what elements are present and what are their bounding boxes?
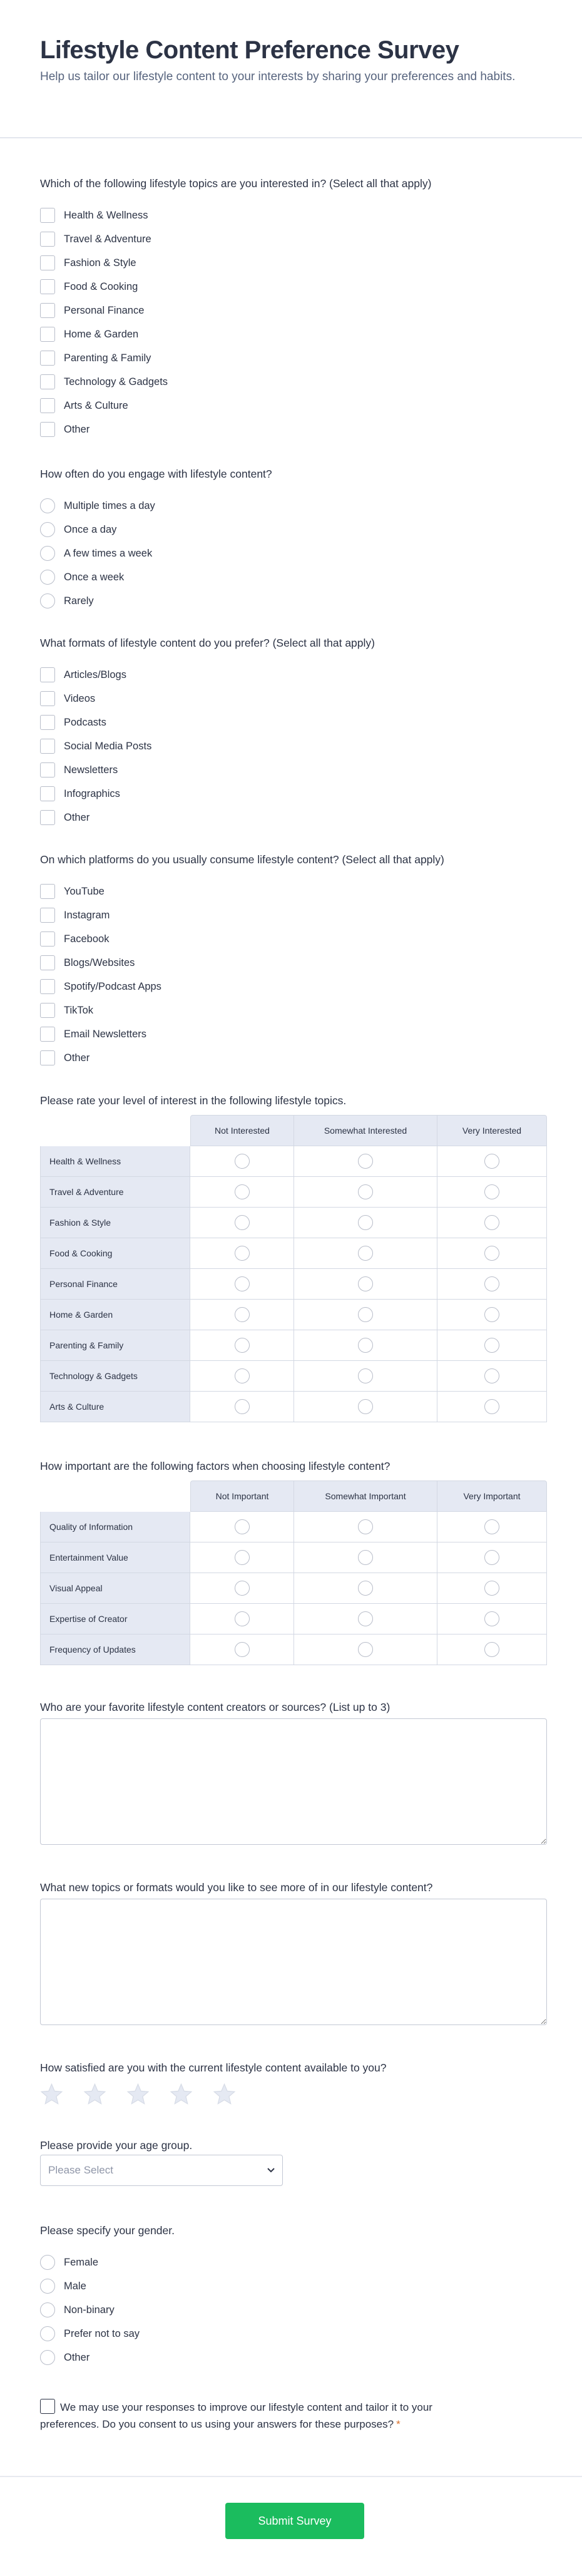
option-label: Email Newsletters bbox=[64, 1028, 147, 1040]
option-label: Other bbox=[64, 1052, 90, 1064]
matrix-row-label: Home & Garden bbox=[40, 1300, 190, 1330]
question-formats bbox=[40, 635, 547, 829]
option-label: YouTube bbox=[64, 885, 105, 897]
question-favorite-creators bbox=[40, 1699, 547, 1845]
option-label: Blogs/Websites bbox=[64, 957, 135, 968]
matrix-row-label: Parenting & Family bbox=[40, 1330, 190, 1361]
matrix-radio-button[interactable] bbox=[484, 1338, 499, 1353]
matrix-row bbox=[40, 1361, 547, 1392]
checkbox[interactable] bbox=[40, 422, 55, 437]
checkbox-option[interactable] bbox=[40, 711, 547, 734]
option-label: Infographics bbox=[64, 788, 120, 799]
matrix-radio-button[interactable] bbox=[235, 1276, 250, 1291]
matrix-radio-button[interactable] bbox=[484, 1519, 499, 1534]
matrix-radio-button[interactable] bbox=[484, 1642, 499, 1657]
matrix-cell bbox=[437, 1269, 547, 1300]
matrix-radio-button[interactable] bbox=[484, 1184, 499, 1199]
matrix-cell bbox=[294, 1634, 437, 1665]
checkbox-option[interactable] bbox=[40, 394, 547, 418]
checkbox[interactable] bbox=[40, 715, 55, 730]
page-subtitle: Help us tailor our lifestyle content to your interests by sharing your preferences and habits. bbox=[40, 70, 516, 83]
option-label: Rarely bbox=[64, 595, 94, 607]
checkbox-option[interactable] bbox=[40, 951, 547, 975]
consent-checkbox[interactable] bbox=[40, 2399, 55, 2414]
matrix-cell bbox=[437, 1146, 547, 1177]
matrix-cell bbox=[437, 1604, 547, 1634]
matrix-cell bbox=[294, 1146, 437, 1177]
option-label: Home & Garden bbox=[64, 328, 139, 340]
divider bbox=[0, 2476, 582, 2477]
option-label: Other bbox=[64, 2351, 90, 2363]
option-label: Female bbox=[64, 2256, 99, 2268]
question-satisfaction bbox=[40, 2060, 547, 2106]
matrix-radio-button[interactable] bbox=[358, 1246, 373, 1261]
checkbox-option[interactable] bbox=[40, 806, 547, 829]
consent-field bbox=[40, 2399, 491, 2433]
matrix-radio-button[interactable] bbox=[358, 1519, 373, 1534]
checkbox[interactable] bbox=[40, 208, 55, 223]
matrix-row-label: Fashion & Style bbox=[40, 1208, 190, 1238]
matrix-radio-button[interactable] bbox=[358, 1215, 373, 1230]
matrix-row bbox=[40, 1573, 547, 1604]
required-mark: * bbox=[396, 2418, 401, 2430]
matrix-radio-button[interactable] bbox=[235, 1399, 250, 1414]
matrix-cell bbox=[294, 1392, 437, 1422]
radio-button[interactable] bbox=[40, 593, 55, 608]
matrix-cell bbox=[294, 1238, 437, 1269]
matrix-cell bbox=[437, 1392, 547, 1422]
radio-option[interactable] bbox=[40, 589, 547, 613]
matrix-cell bbox=[437, 1300, 547, 1330]
matrix-row-label: Frequency of Updates bbox=[40, 1634, 190, 1665]
checkbox[interactable] bbox=[40, 955, 55, 970]
question-label: Please rate your level of interest in the following lifestyle topics. bbox=[40, 1094, 347, 1107]
option-label: Other bbox=[64, 811, 90, 823]
matrix-radio-button[interactable] bbox=[484, 1276, 499, 1291]
matrix-row bbox=[40, 1604, 547, 1634]
checkbox-option[interactable] bbox=[40, 346, 547, 370]
matrix-cell bbox=[190, 1361, 294, 1392]
matrix-cell bbox=[190, 1330, 294, 1361]
radio-button[interactable] bbox=[40, 498, 55, 513]
option-label: Parenting & Family bbox=[64, 352, 151, 364]
matrix-column-header: Very Interested bbox=[437, 1115, 547, 1146]
checkbox[interactable] bbox=[40, 667, 55, 682]
matrix-row-label: Quality of Information bbox=[40, 1512, 190, 1542]
checkbox-option[interactable] bbox=[40, 734, 547, 758]
checkbox-option[interactable] bbox=[40, 418, 547, 441]
matrix-radio-button[interactable] bbox=[358, 1550, 373, 1565]
matrix-corner bbox=[40, 1480, 190, 1512]
matrix-radio-button[interactable] bbox=[235, 1246, 250, 1261]
checkbox[interactable] bbox=[40, 786, 55, 801]
matrix-cell bbox=[437, 1208, 547, 1238]
matrix-row bbox=[40, 1392, 547, 1422]
matrix-row-label: Expertise of Creator bbox=[40, 1604, 190, 1634]
matrix-radio-button[interactable] bbox=[358, 1307, 373, 1322]
matrix-row bbox=[40, 1177, 547, 1208]
checkbox[interactable] bbox=[40, 303, 55, 318]
matrix-cell bbox=[190, 1512, 294, 1542]
new-topics-textarea[interactable] bbox=[40, 1899, 547, 2025]
matrix-row-label: Entertainment Value bbox=[40, 1542, 190, 1573]
matrix-cell bbox=[437, 1238, 547, 1269]
star-icon[interactable] bbox=[126, 2083, 150, 2106]
matrix-column-header: Very Important bbox=[437, 1480, 547, 1512]
checkbox-option[interactable] bbox=[40, 203, 547, 227]
checkbox[interactable] bbox=[40, 374, 55, 389]
radio-option[interactable] bbox=[40, 494, 547, 518]
radio-option[interactable] bbox=[40, 2298, 547, 2322]
question-label: How important are the following factors when choosing lifestyle content? bbox=[40, 1460, 391, 1472]
matrix-radio-button[interactable] bbox=[358, 1368, 373, 1383]
radio-option[interactable] bbox=[40, 2274, 547, 2298]
checkbox[interactable] bbox=[40, 810, 55, 825]
option-label: Travel & Adventure bbox=[64, 233, 151, 245]
checkbox-option[interactable] bbox=[40, 1022, 547, 1046]
matrix-cell bbox=[437, 1330, 547, 1361]
matrix-radio-button[interactable] bbox=[235, 1642, 250, 1657]
radio-button[interactable] bbox=[40, 570, 55, 585]
matrix-radio-button[interactable] bbox=[484, 1399, 499, 1414]
matrix-column-header: Somewhat Interested bbox=[294, 1115, 437, 1146]
matrix-importance bbox=[40, 1458, 547, 1665]
option-label: Male bbox=[64, 2280, 86, 2292]
checkbox-option[interactable] bbox=[40, 903, 547, 927]
checkbox-option[interactable] bbox=[40, 275, 547, 299]
option-label: Fashion & Style bbox=[64, 257, 136, 269]
option-label: Arts & Culture bbox=[64, 399, 128, 411]
matrix-row bbox=[40, 1208, 547, 1238]
matrix-radio-button[interactable] bbox=[484, 1154, 499, 1169]
question-gender bbox=[40, 2222, 547, 2369]
checkbox-option[interactable] bbox=[40, 758, 547, 782]
matrix-cell bbox=[294, 1177, 437, 1208]
matrix-radio-button[interactable] bbox=[484, 1550, 499, 1565]
checkbox[interactable] bbox=[40, 931, 55, 947]
matrix-cell bbox=[190, 1542, 294, 1573]
submit-button[interactable]: Submit Survey bbox=[225, 2503, 364, 2539]
matrix-row-label: Visual Appeal bbox=[40, 1573, 190, 1604]
option-label: Other bbox=[64, 423, 90, 435]
radio-option[interactable] bbox=[40, 565, 547, 589]
question-frequency bbox=[40, 466, 547, 613]
matrix-radio-button[interactable] bbox=[235, 1215, 250, 1230]
matrix-cell bbox=[190, 1208, 294, 1238]
matrix-row-label: Health & Wellness bbox=[40, 1146, 190, 1177]
checkbox-option[interactable] bbox=[40, 975, 547, 998]
checkbox-option[interactable] bbox=[40, 251, 547, 275]
matrix-cell bbox=[437, 1573, 547, 1604]
radio-button[interactable] bbox=[40, 2326, 55, 2341]
matrix-row-label: Personal Finance bbox=[40, 1269, 190, 1300]
matrix-cell bbox=[294, 1300, 437, 1330]
matrix-row bbox=[40, 1238, 547, 1269]
checkbox[interactable] bbox=[40, 255, 55, 270]
matrix-radio-button[interactable] bbox=[358, 1154, 373, 1169]
matrix-cell bbox=[190, 1177, 294, 1208]
checkbox[interactable] bbox=[40, 1003, 55, 1018]
matrix-cell bbox=[190, 1269, 294, 1300]
matrix-cell bbox=[190, 1634, 294, 1665]
option-label: Articles/Blogs bbox=[64, 669, 126, 680]
matrix-column-header: Somewhat Important bbox=[294, 1480, 437, 1512]
matrix-radio-button[interactable] bbox=[358, 1611, 373, 1626]
checkbox-option[interactable] bbox=[40, 927, 547, 951]
checkbox[interactable] bbox=[40, 1027, 55, 1042]
matrix-cell bbox=[190, 1392, 294, 1422]
question-label: On which platforms do you usually consume lifestyle content? (Select all that apply) bbox=[40, 853, 444, 866]
matrix-cell bbox=[190, 1146, 294, 1177]
matrix-cell bbox=[294, 1604, 437, 1634]
option-label: Facebook bbox=[64, 933, 110, 945]
matrix-cell bbox=[294, 1208, 437, 1238]
matrix-cell bbox=[437, 1177, 547, 1208]
radio-button[interactable] bbox=[40, 522, 55, 537]
matrix-cell bbox=[190, 1573, 294, 1604]
matrix-table bbox=[40, 1115, 547, 1422]
checkbox-option[interactable] bbox=[40, 998, 547, 1022]
matrix-row-label: Technology & Gadgets bbox=[40, 1361, 190, 1392]
matrix-cell bbox=[190, 1238, 294, 1269]
matrix-corner bbox=[40, 1115, 190, 1146]
option-label: Health & Wellness bbox=[64, 209, 148, 221]
option-label: Personal Finance bbox=[64, 304, 145, 316]
checkbox[interactable] bbox=[40, 327, 55, 342]
option-label: Social Media Posts bbox=[64, 740, 152, 752]
matrix-row bbox=[40, 1512, 547, 1542]
option-label: Technology & Gadgets bbox=[64, 376, 168, 387]
consent-text: We may use your responses to improve our lifestyle content and tailor it to your preferences. Do you consent to us using your answers for these purposes? bbox=[40, 2401, 432, 2430]
matrix-cell bbox=[294, 1542, 437, 1573]
question-label: Which of the following lifestyle topics are you interested in? (Select all that apply) bbox=[40, 177, 432, 190]
checkbox-option[interactable] bbox=[40, 322, 547, 346]
checkbox-option[interactable] bbox=[40, 1046, 547, 1070]
checkbox[interactable] bbox=[40, 762, 55, 777]
star-icon[interactable] bbox=[170, 2083, 193, 2106]
matrix-interest bbox=[40, 1092, 547, 1422]
matrix-radio-button[interactable] bbox=[484, 1581, 499, 1596]
matrix-column-header: Not Important bbox=[190, 1480, 294, 1512]
matrix-table bbox=[40, 1480, 547, 1665]
matrix-cell bbox=[294, 1573, 437, 1604]
matrix-radio-button[interactable] bbox=[235, 1154, 250, 1169]
matrix-cell bbox=[190, 1604, 294, 1634]
matrix-row bbox=[40, 1542, 547, 1573]
matrix-radio-button[interactable] bbox=[235, 1307, 250, 1322]
radio-button[interactable] bbox=[40, 2302, 55, 2317]
matrix-radio-button[interactable] bbox=[358, 1642, 373, 1657]
matrix-row bbox=[40, 1269, 547, 1300]
option-label: Once a week bbox=[64, 571, 125, 583]
radio-option[interactable] bbox=[40, 541, 547, 565]
radio-option[interactable] bbox=[40, 2346, 547, 2369]
matrix-radio-button[interactable] bbox=[484, 1368, 499, 1383]
matrix-radio-button[interactable] bbox=[235, 1611, 250, 1626]
select-placeholder: Please Select bbox=[48, 2164, 113, 2176]
option-label: Non-binary bbox=[64, 2304, 115, 2316]
favorite-creators-textarea[interactable] bbox=[40, 1718, 547, 1845]
radio-button[interactable] bbox=[40, 2350, 55, 2365]
question-label: What new topics or formats would you like to see more of in our lifestyle content? bbox=[40, 1881, 433, 1894]
question-label: Please specify your gender. bbox=[40, 2224, 175, 2237]
star-icon[interactable] bbox=[83, 2083, 106, 2106]
checkbox[interactable] bbox=[40, 279, 55, 294]
radio-option[interactable] bbox=[40, 2322, 547, 2346]
checkbox[interactable] bbox=[40, 884, 55, 899]
option-label: Prefer not to say bbox=[64, 2327, 140, 2339]
option-label: Videos bbox=[64, 692, 96, 704]
checkbox-option[interactable] bbox=[40, 227, 547, 251]
radio-option[interactable] bbox=[40, 518, 547, 541]
matrix-cell bbox=[437, 1361, 547, 1392]
matrix-row-label: Food & Cooking bbox=[40, 1238, 190, 1269]
matrix-cell bbox=[437, 1634, 547, 1665]
matrix-radio-button[interactable] bbox=[358, 1276, 373, 1291]
matrix-radio-button[interactable] bbox=[235, 1368, 250, 1383]
checkbox-option[interactable] bbox=[40, 687, 547, 711]
question-topics bbox=[40, 175, 547, 441]
option-label: A few times a week bbox=[64, 547, 153, 559]
matrix-radio-button[interactable] bbox=[358, 1399, 373, 1414]
option-label: Newsletters bbox=[64, 764, 118, 776]
checkbox[interactable] bbox=[40, 232, 55, 247]
checkbox[interactable] bbox=[40, 908, 55, 923]
checkbox-option[interactable] bbox=[40, 299, 547, 322]
matrix-radio-button[interactable] bbox=[484, 1246, 499, 1261]
option-label: Podcasts bbox=[64, 716, 106, 728]
option-label: TikTok bbox=[64, 1004, 94, 1016]
checkbox-option[interactable] bbox=[40, 880, 547, 903]
matrix-radio-button[interactable] bbox=[484, 1215, 499, 1230]
option-label: Multiple times a day bbox=[64, 500, 155, 511]
chevron-down-icon bbox=[267, 2168, 275, 2173]
form-header bbox=[0, 0, 582, 138]
matrix-radio-button[interactable] bbox=[235, 1519, 250, 1534]
matrix-row bbox=[40, 1634, 547, 1665]
matrix-cell bbox=[294, 1330, 437, 1361]
matrix-radio-button[interactable] bbox=[235, 1550, 250, 1565]
question-label: How satisfied are you with the current lifestyle content available to you? bbox=[40, 2061, 387, 2074]
page-title: Lifestyle Content Preference Survey bbox=[40, 36, 459, 64]
checkbox[interactable] bbox=[40, 1050, 55, 1065]
matrix-radio-button[interactable] bbox=[235, 1581, 250, 1596]
option-label: Once a day bbox=[64, 523, 117, 535]
radio-button[interactable] bbox=[40, 2279, 55, 2294]
matrix-cell bbox=[294, 1361, 437, 1392]
checkbox[interactable] bbox=[40, 691, 55, 706]
matrix-cell bbox=[190, 1300, 294, 1330]
matrix-column-header: Not Interested bbox=[190, 1115, 294, 1146]
radio-button[interactable] bbox=[40, 2255, 55, 2270]
option-label: Food & Cooking bbox=[64, 280, 138, 292]
checkbox[interactable] bbox=[40, 398, 55, 413]
matrix-radio-button[interactable] bbox=[358, 1338, 373, 1353]
checkbox[interactable] bbox=[40, 351, 55, 366]
matrix-row bbox=[40, 1330, 547, 1361]
matrix-radio-button[interactable] bbox=[358, 1184, 373, 1199]
checkbox-option[interactable] bbox=[40, 370, 547, 394]
age-group-select[interactable] bbox=[40, 2155, 283, 2186]
question-platforms bbox=[40, 851, 547, 1070]
star-rating bbox=[40, 2083, 547, 2106]
question-label: What formats of lifestyle content do you prefer? (Select all that apply) bbox=[40, 637, 375, 649]
matrix-radio-button[interactable] bbox=[484, 1307, 499, 1322]
matrix-row-label: Travel & Adventure bbox=[40, 1177, 190, 1208]
matrix-row bbox=[40, 1146, 547, 1177]
matrix-cell bbox=[437, 1512, 547, 1542]
checkbox[interactable] bbox=[40, 739, 55, 754]
matrix-row-label: Arts & Culture bbox=[40, 1392, 190, 1422]
matrix-radio-button[interactable] bbox=[235, 1184, 250, 1199]
radio-button[interactable] bbox=[40, 546, 55, 561]
star-icon[interactable] bbox=[40, 2083, 63, 2106]
matrix-cell bbox=[294, 1269, 437, 1300]
question-label: How often do you engage with lifestyle content? bbox=[40, 468, 272, 480]
matrix-radio-button[interactable] bbox=[484, 1611, 499, 1626]
checkbox-option[interactable] bbox=[40, 663, 547, 687]
checkbox-option[interactable] bbox=[40, 782, 547, 806]
question-label: Please provide your age group. bbox=[40, 2139, 193, 2152]
matrix-radio-button[interactable] bbox=[235, 1338, 250, 1353]
question-label: Who are your favorite lifestyle content creators or sources? (List up to 3) bbox=[40, 1701, 391, 1713]
matrix-cell bbox=[294, 1512, 437, 1542]
star-icon[interactable] bbox=[213, 2083, 236, 2106]
question-new-topics bbox=[40, 1879, 547, 2025]
matrix-radio-button[interactable] bbox=[358, 1581, 373, 1596]
question-age bbox=[40, 2137, 547, 2186]
matrix-cell bbox=[437, 1542, 547, 1573]
matrix-row bbox=[40, 1300, 547, 1330]
option-label: Instagram bbox=[64, 909, 110, 921]
radio-option[interactable] bbox=[40, 2250, 547, 2274]
checkbox[interactable] bbox=[40, 979, 55, 994]
option-label: Spotify/Podcast Apps bbox=[64, 980, 161, 992]
